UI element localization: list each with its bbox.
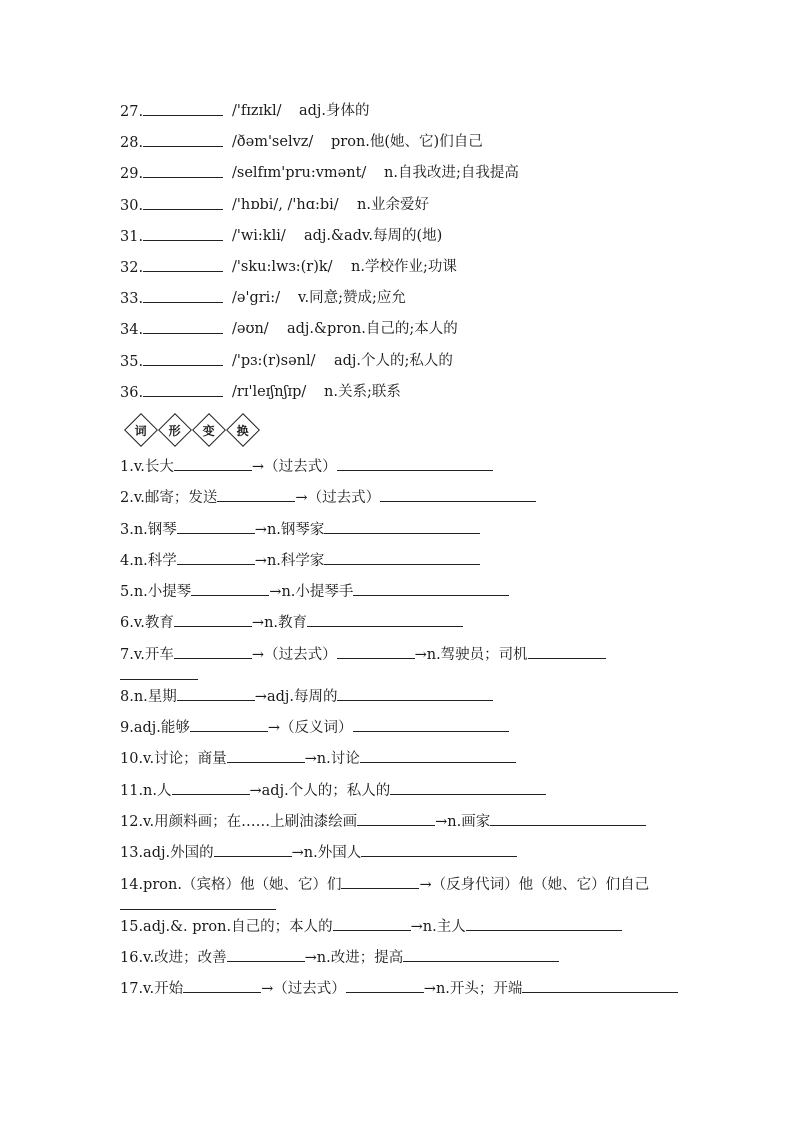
- vocab-phonetic: /ə'gri:/: [232, 290, 281, 307]
- vocab-number-text: 28.: [120, 135, 144, 152]
- answer-blank[interactable]: [333, 916, 411, 931]
- vocab-phonetic: /rɪ'leɪʃnʃɪp/: [232, 383, 307, 400]
- answer-blank[interactable]: [120, 895, 198, 910]
- vocab-row: [120, 351, 720, 382]
- vocab-number: [120, 101, 223, 122]
- word-form-row: [120, 748, 680, 779]
- word-form-text: →n.钢琴家: [254, 521, 325, 538]
- badge-char: 词: [134, 423, 148, 438]
- answer-blank[interactable]: [481, 947, 559, 962]
- badge-diamond: [226, 413, 260, 447]
- answer-blank[interactable]: [357, 811, 435, 826]
- vocab-definition: adj.&pron.自己的;本人的: [287, 321, 458, 338]
- vocab-definition: n.业余爱好: [357, 196, 429, 213]
- word-form-row: [120, 717, 680, 748]
- section-badge-word-forms: [126, 416, 258, 442]
- vocab-number-text: 31.: [120, 228, 144, 245]
- vocab-phonetic: /'hɒbi/, /'hɑ:bi/: [232, 196, 339, 213]
- answer-blank[interactable]: [458, 487, 536, 502]
- word-form-text: 1.v.长大: [120, 459, 174, 475]
- vocab-phonetic: /'wi:kli/: [232, 227, 286, 244]
- vocab-row: [120, 163, 720, 194]
- vocab-definition: v.同意;赞成;应允: [298, 290, 406, 307]
- vocab-number: [120, 257, 223, 278]
- answer-blank[interactable]: [191, 581, 269, 596]
- answer-blank[interactable]: [390, 780, 468, 795]
- answer-blank[interactable]: [143, 351, 223, 366]
- vocab-number-text: 27.: [120, 104, 144, 120]
- vocab-number-text: 32.: [120, 259, 144, 276]
- word-form-text: →n.外国人: [291, 845, 362, 862]
- answer-blank[interactable]: [402, 519, 480, 534]
- word-form-row: [120, 811, 680, 842]
- word-form-text: →（反义词）: [267, 720, 353, 737]
- vocab-number: [120, 351, 223, 372]
- word-form-text: →n.讨论: [304, 751, 360, 768]
- word-form-text: →n.主人: [410, 918, 466, 935]
- word-form-text: →n.科学家: [254, 552, 325, 569]
- word-form-text: 9.adj.能够: [120, 720, 190, 737]
- answer-blank[interactable]: [438, 748, 516, 763]
- word-form-text: 15.adj.&. pron.自己的；本人的: [120, 918, 333, 935]
- vocab-phonetic: /ðəm'selvz/: [232, 134, 314, 151]
- vocab-number: [120, 163, 223, 184]
- vocab-number-text: 36.: [120, 384, 144, 401]
- word-form-text: →（过去式）: [251, 459, 337, 475]
- word-form-text: →adj.个人的；私人的: [249, 782, 391, 799]
- word-form-row: [120, 686, 680, 717]
- answer-blank[interactable]: [403, 947, 481, 962]
- word-form-row: [120, 612, 680, 643]
- word-form-text: →n.改进；提高: [304, 949, 404, 966]
- word-form-text: →adj.每周的: [254, 688, 338, 705]
- answer-blank[interactable]: [120, 665, 198, 680]
- vocab-number-text: 30.: [120, 197, 144, 214]
- badge-char: 变: [202, 423, 216, 438]
- vocab-row: [120, 257, 720, 288]
- answer-blank[interactable]: [568, 811, 646, 826]
- answer-blank[interactable]: [346, 978, 424, 993]
- answer-blank[interactable]: [143, 101, 223, 116]
- answer-blank[interactable]: [324, 519, 402, 534]
- answer-blank[interactable]: [177, 550, 255, 565]
- answer-blank[interactable]: [600, 978, 678, 993]
- answer-blank[interactable]: [528, 644, 606, 659]
- vocab-number: [120, 382, 223, 403]
- answer-blank[interactable]: [544, 916, 622, 931]
- word-form-text: 10.v.讨论；商量: [120, 751, 227, 768]
- vocab-number-text: 33.: [120, 291, 144, 308]
- word-form-text: →n.开头；开端: [423, 981, 523, 998]
- answer-blank[interactable]: [227, 947, 305, 962]
- vocab-number: [120, 319, 223, 340]
- answer-blank[interactable]: [143, 226, 223, 241]
- answer-blank[interactable]: [522, 978, 600, 993]
- answer-blank[interactable]: [177, 519, 255, 534]
- vocab-row: [120, 319, 720, 350]
- answer-blank[interactable]: [431, 717, 509, 732]
- word-form-row: [120, 842, 680, 873]
- vocab-definition: n.自我改进;自我提高: [384, 165, 519, 182]
- vocab-row: [120, 101, 720, 132]
- word-form-row: [120, 947, 680, 978]
- answer-blank[interactable]: [172, 780, 250, 795]
- word-form-text: 14.pron.（宾格）他（她、它）们: [120, 876, 342, 893]
- vocabulary-list: [120, 101, 720, 413]
- answer-blank[interactable]: [337, 456, 415, 471]
- vocab-row: [120, 132, 720, 163]
- answer-blank[interactable]: [337, 686, 415, 701]
- answer-blank[interactable]: [190, 717, 268, 732]
- vocab-row: [120, 226, 720, 257]
- answer-blank[interactable]: [174, 644, 252, 659]
- answer-blank[interactable]: [415, 686, 493, 701]
- word-form-text: →n.教育: [251, 615, 308, 632]
- vocab-phonetic: /'sku:lwɜ:(r)k/: [232, 258, 333, 275]
- word-form-row: [120, 916, 680, 947]
- vocab-phonetic: /əʊn/: [232, 321, 269, 338]
- answer-blank[interactable]: [174, 456, 252, 471]
- word-form-row: [120, 456, 680, 487]
- word-form-exercises: [120, 456, 680, 1009]
- word-form-row: [120, 487, 680, 518]
- answer-blank[interactable]: [227, 748, 305, 763]
- answer-blank[interactable]: [143, 288, 223, 303]
- answer-blank[interactable]: [324, 550, 402, 565]
- vocab-definition: adj.个人的;私人的: [334, 352, 453, 369]
- vocab-phonetic: /'pɜ:(r)sənl/: [232, 352, 316, 369]
- answer-blank[interactable]: [402, 550, 480, 565]
- word-form-text: 17.v.开始: [120, 981, 184, 998]
- word-form-row: [120, 644, 680, 686]
- answer-blank[interactable]: [361, 842, 439, 857]
- vocab-number-text: 35.: [120, 353, 144, 370]
- vocab-phonetic: /'fɪzɪkl/: [232, 103, 282, 119]
- word-form-text: 16.v.改进；改善: [120, 949, 227, 966]
- answer-blank[interactable]: [490, 811, 568, 826]
- word-form-row: [120, 978, 680, 1009]
- answer-blank[interactable]: [468, 780, 546, 795]
- badge-diamond: [124, 413, 158, 447]
- vocab-row: [120, 195, 720, 226]
- badge-char: 形: [168, 423, 182, 438]
- answer-blank[interactable]: [466, 916, 544, 931]
- word-form-text: 7.v.开车: [120, 646, 174, 663]
- word-form-row: [120, 780, 680, 811]
- answer-blank[interactable]: [143, 257, 223, 272]
- vocab-number: [120, 195, 223, 216]
- word-form-text: 5.n.小提琴: [120, 584, 192, 601]
- answer-blank[interactable]: [217, 487, 295, 502]
- answer-blank[interactable]: [353, 581, 431, 596]
- word-form-text: 3.n.钢琴: [120, 521, 177, 538]
- answer-blank[interactable]: [143, 163, 223, 178]
- vocab-row: [120, 288, 720, 319]
- vocab-number-text: 29.: [120, 166, 144, 183]
- answer-blank[interactable]: [143, 195, 223, 210]
- word-form-text: →（过去式）: [295, 490, 381, 507]
- vocab-number: [120, 132, 223, 153]
- word-form-text: 12.v.用颜料画；在……上刷油漆绘画: [120, 813, 358, 830]
- answer-blank[interactable]: [353, 717, 431, 732]
- answer-blank[interactable]: [143, 132, 223, 147]
- answer-blank[interactable]: [385, 612, 463, 627]
- vocab-number-text: 34.: [120, 322, 144, 339]
- vocab-definition: adj.身体的: [299, 103, 370, 119]
- answer-blank[interactable]: [439, 842, 517, 857]
- vocab-phonetic: /selfɪm'pru:vmənt/: [232, 165, 367, 182]
- word-form-row: [120, 581, 680, 612]
- word-form-text: 13.adj.外国的: [120, 845, 214, 862]
- badge-diamond: [192, 413, 226, 447]
- word-form-row: [120, 874, 680, 916]
- badge-diamond: [158, 413, 192, 447]
- answer-blank[interactable]: [177, 686, 255, 701]
- answer-blank[interactable]: [431, 581, 509, 596]
- answer-blank[interactable]: [307, 612, 385, 627]
- word-form-row: [120, 550, 680, 581]
- answer-blank[interactable]: [183, 978, 261, 993]
- answer-blank[interactable]: [143, 319, 223, 334]
- badge-char: 换: [236, 423, 250, 438]
- vocab-number: [120, 288, 223, 309]
- answer-blank[interactable]: [360, 748, 438, 763]
- word-form-text: 8.n.星期: [120, 688, 177, 705]
- vocab-definition: adj.&adv.每周的(地): [304, 227, 443, 244]
- word-form-text: →n.小提琴手: [269, 584, 354, 601]
- answer-blank[interactable]: [337, 644, 415, 659]
- answer-blank[interactable]: [214, 842, 292, 857]
- answer-blank[interactable]: [174, 612, 252, 627]
- word-form-text: 11.n.人: [120, 782, 172, 799]
- answer-blank[interactable]: [198, 895, 276, 910]
- word-form-text: 6.v.教育: [120, 615, 174, 632]
- vocab-definition: n.学校作业;功课: [351, 258, 457, 275]
- word-form-text: →（过去式）: [251, 646, 337, 663]
- vocab-definition: n.关系;联系: [324, 383, 401, 400]
- answer-blank[interactable]: [341, 874, 419, 889]
- word-form-text: 2.v.邮寄；发送: [120, 490, 218, 507]
- answer-blank[interactable]: [380, 487, 458, 502]
- word-form-text: 4.n.科学: [120, 552, 177, 569]
- vocab-row: [120, 382, 720, 413]
- answer-blank[interactable]: [143, 382, 223, 397]
- word-form-row: [120, 519, 680, 550]
- word-form-text: →（反身代词）他（她、它）们自己: [419, 876, 650, 893]
- word-form-text: →n.画家: [435, 813, 491, 830]
- vocab-definition: pron.他(她、它)们自己: [331, 134, 483, 151]
- answer-blank[interactable]: [415, 456, 493, 471]
- word-form-text: →（过去式）: [261, 981, 346, 998]
- vocab-number: [120, 226, 223, 247]
- word-form-text: →n.驾驶员；司机: [414, 646, 528, 663]
